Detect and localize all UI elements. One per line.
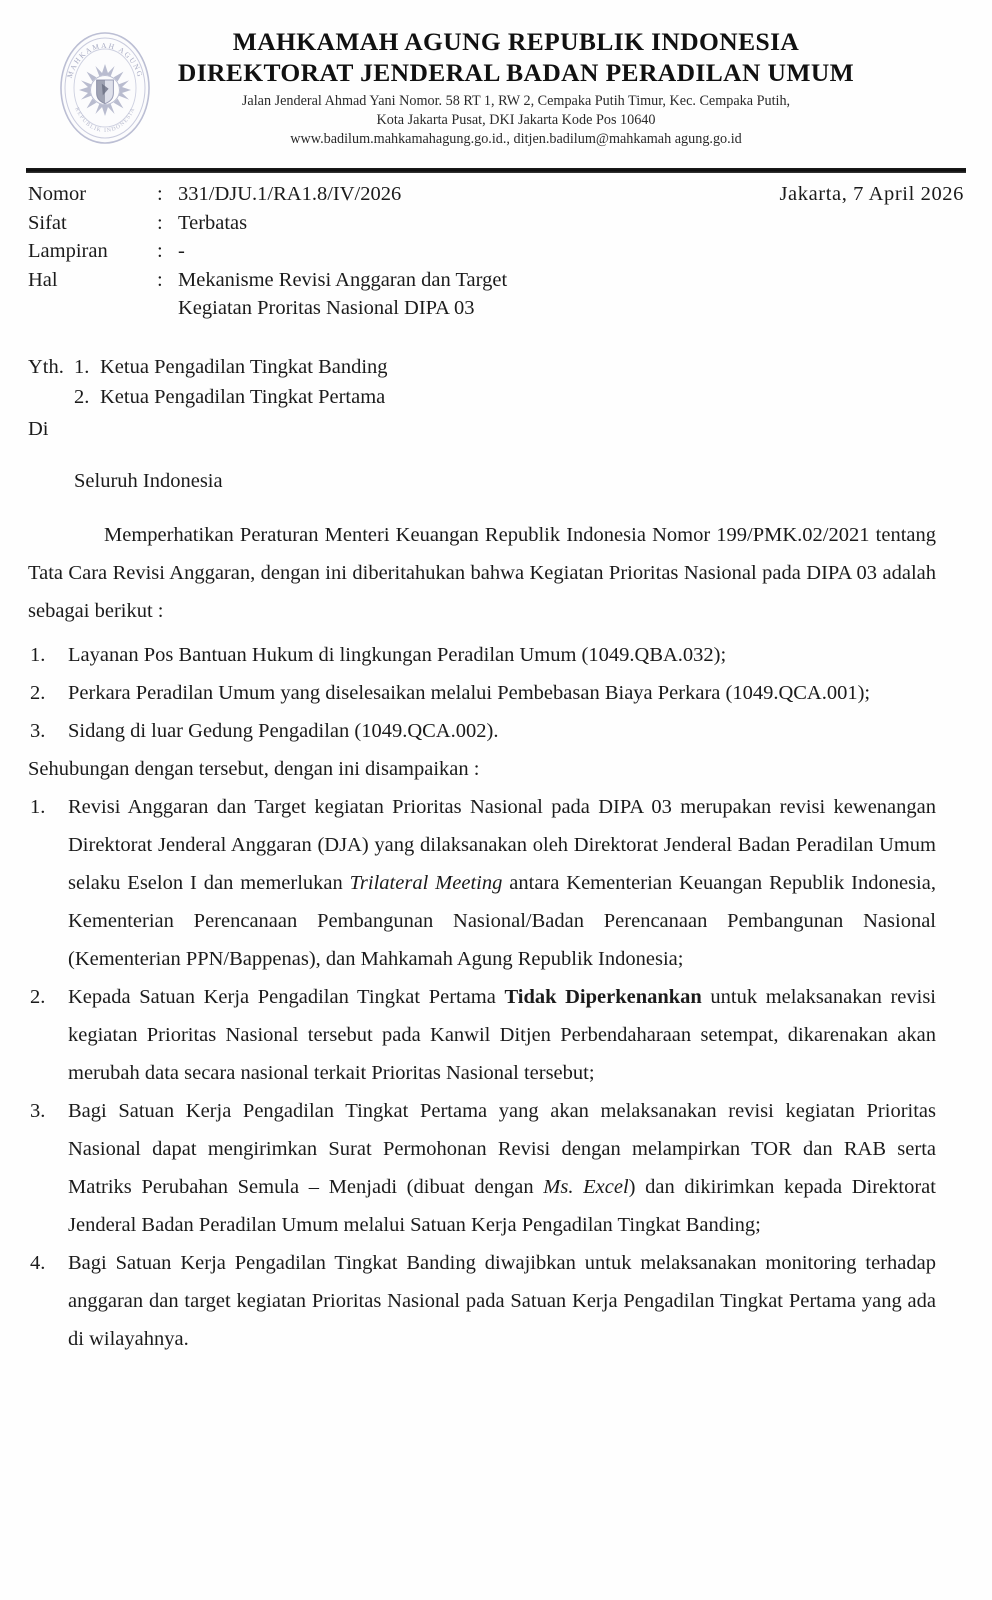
sifat-label: Sifat [28, 211, 67, 234]
emphasis-text: Ms. Excel [543, 1176, 629, 1198]
opening-paragraph: Memperhatikan Peraturan Menteri Keuangan Republik Indonesia Nomor 199/PMK.02/2021 tentang Tata Cara Revisi Anggaran, dengan ini diberitahukan bahwa Kegiatan Prioritas Nasional pada DIPA 03 adalah sebagai berikut : [28, 524, 936, 622]
list-item-text [68, 978, 936, 1092]
list-item-number: 1. [30, 796, 46, 818]
meta-row-lampiran [28, 237, 968, 266]
meta-row-hal [28, 266, 968, 295]
bridge-paragraph: Sehubungan dengan tersebut, dengan ini disampaikan : [28, 758, 480, 780]
recipient-1-text: Ketua Pengadilan Tingkat Banding [100, 356, 388, 378]
mahkamah-agung-seal-icon [52, 26, 158, 150]
text-part-1: Revisi Anggaran dan Target kegiatan Prioritas Nasional pada DIPA 03 merupakan revisi kewenangan Direktorat Jenderal Anggaran (DJA) yang dilaksanakan oleh Direktorat Jenderal Badan Peradilan Umum selaku Eselon I dan memerlukan [68, 796, 936, 894]
list-item-text: Layanan Pos Bantuan Hukum di lingkungan Peradilan Umum (1049.QBA.032); [68, 644, 727, 666]
text-part-2: untuk melaksanakan revisi kegiatan Prioritas Nasional tersebut pada Kanwil Ditjen Perbendaharaan setempat, dikarenakan akan merubah data secara nasional terkait Prioritas Nasional tersebut; [68, 986, 936, 1084]
recipient-item-1 [28, 352, 728, 382]
yth-label: Yth. [28, 356, 64, 378]
text-part-1: Kepada Satuan Kerja Pengadilan Tingkat Pertama [68, 986, 505, 1008]
svg-text:MAHKAMAH AGUNG: MAHKAMAH AGUNG [64, 40, 146, 80]
lampiran-label: Lampiran [28, 240, 108, 263]
list-item-text: Sidang di luar Gedung Pengadilan (1049.QCA.002). [68, 720, 499, 742]
recipient-2-number: 2. [74, 386, 90, 408]
recipient-place: Seluruh Indonesia [74, 470, 223, 492]
list-item-text [68, 1092, 936, 1244]
list-item-number: 3. [30, 720, 46, 742]
list-item [28, 1244, 936, 1358]
list-item [28, 636, 936, 674]
meta-row-sifat [28, 209, 968, 238]
nomor-label: Nomor [28, 183, 87, 205]
list-item-text [68, 788, 936, 978]
text-part-2: ) dan dikirimkan kepada Direktorat Jenderal Badan Peradilan Umum melalui Satuan Kerja Pengadilan Tingkat Banding; [68, 1176, 936, 1236]
recipient-item-2 [74, 382, 728, 412]
lampiran-colon: : [157, 240, 163, 263]
hal-value-line1: Mekanisme Revisi Anggaran dan Target [178, 268, 508, 291]
letterhead-divider [26, 168, 966, 173]
nomor-colon: : [157, 183, 163, 205]
list-item-number: 2. [30, 986, 46, 1008]
lampiran-value: - [178, 240, 185, 263]
emphasis-text: Trilateral Meeting [349, 872, 503, 894]
organization-name-line2: DIREKTORAT JENDERAL BADAN PERADILAN UMUM [177, 58, 855, 88]
list-item-text: Bagi Satuan Kerja Pengadilan Tingkat Banding diwajibkan untuk melaksanakan monitoring terhadap anggaran dan target kegiatan Prioritas Nasional pada Satuan Kerja Pengadilan Tingkat Pertama yang ada di wilayahnya. [68, 1252, 936, 1350]
list-item-number: 4. [30, 1252, 46, 1274]
bold-emphasis-text: Tidak Diperkenankan [504, 986, 702, 1008]
organization-name-line1: MAHKAMAH AGUNG REPUBLIK INDONESIA [232, 27, 800, 56]
list-item [28, 712, 936, 750]
organization-address [40, 92, 992, 149]
nomor-value: 331/DJU.1/RA1.8/IV/2026 [178, 183, 402, 205]
recipient-2-text: Ketua Pengadilan Tingkat Pertama [100, 386, 386, 408]
sifat-value: Terbatas [178, 211, 248, 234]
address-line-2: Kota Jakarta Pusat, DKI Jakarta Kode Pos 10640 [376, 112, 656, 129]
list-item [28, 978, 936, 1092]
list-item-text: Perkara Peradilan Umum yang diselesaikan melalui Pembebasan Biaya Perkara (1049.QCA.001); [68, 682, 871, 704]
svg-text:REPUBLIK INDONESIA: REPUBLIK INDONESIA [73, 106, 137, 135]
hal-colon: : [157, 268, 163, 291]
list-item-number: 1. [30, 644, 46, 666]
list-item-number: 2. [30, 682, 46, 704]
address-line-3: www.badilum.mahkamahagung.go.id., ditjen.badilum@mahkamah agung.go.id [290, 131, 742, 148]
text-part-1: Bagi Satuan Kerja Pengadilan Tingkat Pertama yang akan melaksanakan revisi kegiatan Prioritas Nasional dapat mengirimkan Surat Permohonan Revisi dengan melampirkan TOR dan RAB serta Matriks Perubahan Semula – Menjadi (dibuat dengan [68, 1100, 936, 1198]
list-item [28, 674, 936, 712]
hal-value-line2: Kegiatan Proritas Nasional DIPA 03 [178, 297, 475, 320]
list-item-number: 3. [30, 1100, 46, 1122]
address-line-1: Jalan Jenderal Ahmad Yani Nomor. 58 RT 1, RW 2, Cempaka Putih Timur, Kec. Cempaka Putih, [241, 93, 791, 110]
letter-body [28, 516, 936, 1358]
di-label: Di [28, 418, 49, 440]
priority-activity-list [28, 636, 936, 750]
list-item [28, 788, 936, 978]
list-item [28, 1092, 936, 1244]
letter-date: Jakarta, 7 April 2026 [779, 183, 964, 205]
recipient-block [28, 352, 728, 496]
recipient-1-number: 1. [74, 356, 90, 378]
instruction-list [28, 788, 936, 1358]
sifat-colon: : [157, 211, 163, 234]
letterhead [0, 0, 992, 160]
text-part-2: antara Kementerian Keuangan Republik Indonesia, Kementerian Perencanaan Pembangunan Nasional/Badan Perencanaan Pembangunan Nasional (Kementerian PPN/Bappenas), dan Mahkamah Agung Republik Indonesia; [68, 872, 936, 970]
hal-label: Hal [28, 268, 58, 291]
